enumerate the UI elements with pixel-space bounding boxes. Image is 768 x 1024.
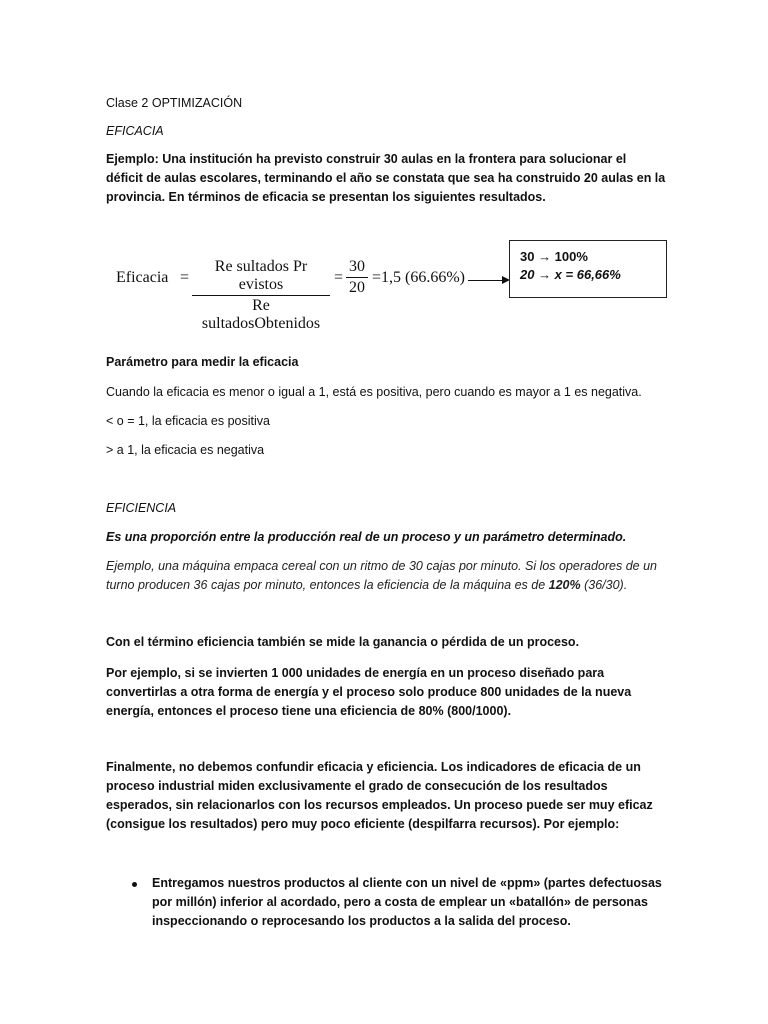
- formula-fraction-2: [346, 258, 368, 297]
- fraction-1-numerator: Re sultados Pr evistos: [214, 258, 308, 293]
- fraction-1-bar: [192, 295, 330, 296]
- eficacia-example: Ejemplo: Una institución ha previsto construir 30 aulas en la frontera para solucionar el déficit de aulas escolares, terminando el año se constata que sea ha construido 20 aulas en la provincia. En términos de eficacia se presentan los siguientes resultados.: [106, 152, 666, 204]
- gain-title: Con el término eficiencia también se mide la ganancia o pérdida de un proceso.: [106, 635, 580, 649]
- fraction-2-bar: [346, 277, 368, 278]
- proportion-row-2: 20 → x = 66,66%: [520, 267, 621, 282]
- eficiencia-example: [106, 557, 666, 595]
- fraction-1-denominator: Re sultadosObtenidos: [201, 297, 321, 332]
- eficiencia-heading: EFICIENCIA: [106, 501, 177, 515]
- param-rule-2: > a 1, la eficacia es negativa: [106, 443, 265, 457]
- proportion-row-1: 30 → 100%: [520, 249, 588, 264]
- example-percent: 120%: [548, 578, 581, 592]
- fraction-2-denominator: 20: [349, 279, 365, 296]
- formula-result: =1,5 (66.66%): [372, 269, 466, 286]
- bullet-item-1: Entregamos nuestros productos al cliente con un nivel de «ppm» (partes defectuosas por millón) inferior al acordado, pero a costa de emplear un «batallón» de personas inspeccionando o reprocesando los productos a la salida del proceso.: [152, 876, 662, 928]
- final-paragraph: Finalmente, no debemos confundir eficacia y eficiencia. Los indicadores de eficacia de un proceso industrial miden exclusivamente el grado de consecución de los resultados esperados, sin relacionarlos con los recursos empleados. Un proceso puede ser muy eficaz (consigue los resultados) pero muy poco eficiente (despilfarra recursos). Por ejemplo:: [106, 760, 653, 831]
- formula-label: Eficacia: [116, 269, 169, 286]
- doc-title: Clase 2 OPTIMIZACIÓN: [106, 96, 243, 110]
- bullet-icon: [132, 882, 137, 887]
- formula-equals-2: =: [334, 269, 344, 286]
- proportion-box: [509, 240, 667, 298]
- fraction-2-numerator: 30: [349, 258, 365, 275]
- eficacia-heading: EFICACIA: [106, 124, 164, 138]
- arrow-right-icon: [468, 280, 504, 281]
- param-rule-1: < o = 1, la eficacia es positiva: [106, 414, 270, 428]
- gain-example: Por ejemplo, si se invierten 1 000 unidades de energía en un proceso diseñado para convertirlas a otra forma de energía y el proceso solo produce 800 unidades de la nueva energía, entonces el proceso tiene una eficiencia de 80% (800/1000).: [106, 666, 632, 718]
- param-description: Cuando la eficacia es menor o igual a 1, está es positiva, pero cuando es mayor a 1 es negativa.: [106, 385, 642, 399]
- example-text-a: Ejemplo, una máquina empaca cereal con un ritmo de 30 cajas por minuto. Si los operadores de un turno producen 36 cajas por minuto, entonces la eficiencia de la máquina es de: [106, 559, 658, 592]
- formula-equals: =: [180, 269, 190, 286]
- eficiencia-definition: Es una proporción entre la producción real de un proceso y un parámetro determinado.: [106, 530, 627, 544]
- example-text-b: (36/30).: [580, 578, 628, 592]
- formula-fraction-1: [192, 258, 330, 333]
- param-title: Parámetro para medir la eficacia: [106, 355, 299, 369]
- eficacia-formula: [116, 249, 656, 332]
